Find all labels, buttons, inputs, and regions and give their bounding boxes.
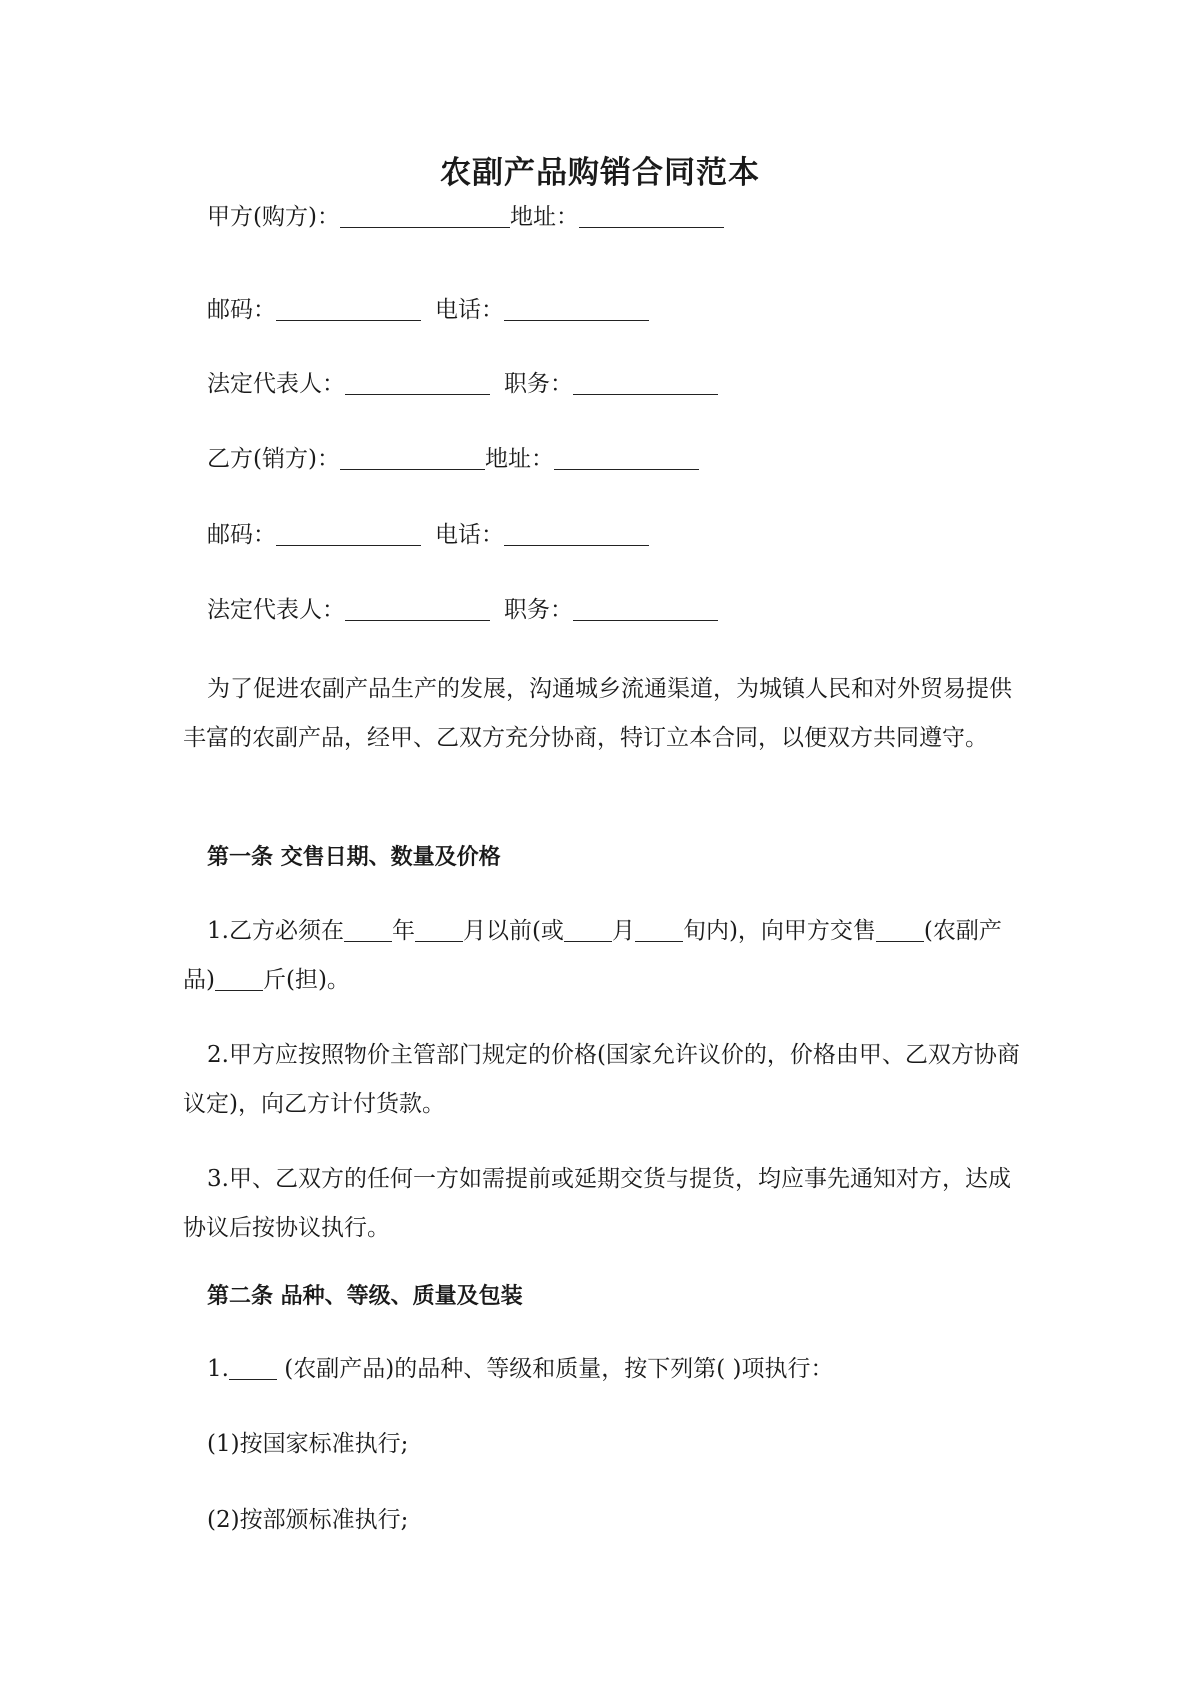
party-a-postcode-label: 邮码： bbox=[207, 297, 276, 323]
party-b-name-label: 乙方(销方)： bbox=[207, 446, 340, 472]
party-a-position-blank bbox=[573, 372, 718, 395]
article-1-item-1-text: 月 bbox=[611, 918, 635, 944]
party-b-phone-label: 电话： bbox=[435, 522, 504, 548]
party-a-address-label: 地址： bbox=[509, 204, 579, 230]
party-b-legal-rep-blank bbox=[345, 598, 490, 621]
article-2-item-1-text: (农副产品)的品种、等级和质量，按下列第( )项执行： bbox=[276, 1356, 834, 1382]
party-b-rep-line bbox=[207, 595, 718, 625]
article-2-item-1-text: 1. bbox=[207, 1356, 229, 1382]
party-a-phone-blank bbox=[504, 298, 649, 321]
article-1-item-1-text: 斤(担)。 bbox=[262, 967, 350, 993]
party-b-legal-rep-label: 法定代表人： bbox=[207, 597, 345, 623]
article-2-option-2: (2)按部颁标准执行; bbox=[207, 1507, 409, 1533]
party-a-legal-rep-label: 法定代表人： bbox=[207, 371, 345, 397]
party-a-position-label: 职务： bbox=[504, 371, 573, 397]
party-b-postcode-blank bbox=[276, 523, 421, 546]
quantity-blank bbox=[215, 968, 263, 991]
party-a-rep-line bbox=[207, 369, 718, 399]
party-b-postcode-label: 邮码： bbox=[207, 522, 276, 548]
party-b-address-label: 地址： bbox=[484, 446, 554, 472]
party-a-legal-rep-blank bbox=[345, 372, 490, 395]
article-1-item-1-text: 1.乙方必须在 bbox=[207, 918, 344, 944]
article-2-heading: 第二条 品种、等级、质量及包装 bbox=[207, 1284, 523, 1309]
party-b-name-line bbox=[207, 444, 699, 474]
party-a-postcode-blank bbox=[276, 298, 421, 321]
period-blank bbox=[635, 919, 683, 942]
party-a-contact-line bbox=[207, 295, 649, 325]
party-b-name-blank bbox=[340, 447, 485, 470]
alt-month-blank bbox=[564, 919, 612, 942]
party-b-position-blank bbox=[573, 598, 718, 621]
month-blank bbox=[415, 919, 463, 942]
article-1-item-1-text: 旬内)，向甲方交售 bbox=[682, 918, 876, 944]
article-1-item-1-text: 月以前(或 bbox=[462, 918, 564, 944]
party-a-phone-label: 电话： bbox=[435, 297, 504, 323]
party-b-contact-line bbox=[207, 520, 649, 550]
product-blank bbox=[876, 919, 924, 942]
article-2-item-1 bbox=[183, 1345, 1023, 1394]
party-a-name-blank bbox=[340, 205, 510, 228]
preamble-paragraph: 为了促进农副产品生产的发展，沟通城乡流通渠道，为城镇人民和对外贸易提供丰富的农副产品，经甲、乙双方充分协商，特订立本合同，以便双方共同遵守。 bbox=[183, 676, 1012, 751]
year-blank bbox=[344, 919, 392, 942]
article-1-item-2: 2.甲方应按照物价主管部门规定的价格(国家允许议价的，价格由甲、乙双方协商议定)，向乙方计付货款。 bbox=[183, 1042, 1020, 1117]
article-1-item-1-text: (农副产品) bbox=[183, 918, 1002, 993]
party-a-address-blank bbox=[579, 205, 724, 228]
party-a-name-line bbox=[207, 202, 724, 232]
party-b-address-blank bbox=[554, 447, 699, 470]
article-1-item-1-text: 年 bbox=[391, 918, 415, 944]
article-1-item-1 bbox=[183, 907, 1023, 1005]
article-1-item-3: 3.甲、乙双方的任何一方如需提前或延期交货与提货，均应事先通知对方，达成协议后按协议执行。 bbox=[183, 1166, 1011, 1241]
article-1-heading: 第一条 交售日期、数量及价格 bbox=[207, 845, 501, 870]
article-2-option-1: (1)按国家标准执行; bbox=[207, 1431, 409, 1457]
product-name-blank bbox=[229, 1357, 277, 1380]
party-b-phone-blank bbox=[504, 523, 649, 546]
document-title: 农副产品购销合同范本 bbox=[440, 155, 760, 191]
party-b-position-label: 职务： bbox=[504, 597, 573, 623]
party-a-name-label: 甲方(购方)： bbox=[207, 204, 340, 230]
